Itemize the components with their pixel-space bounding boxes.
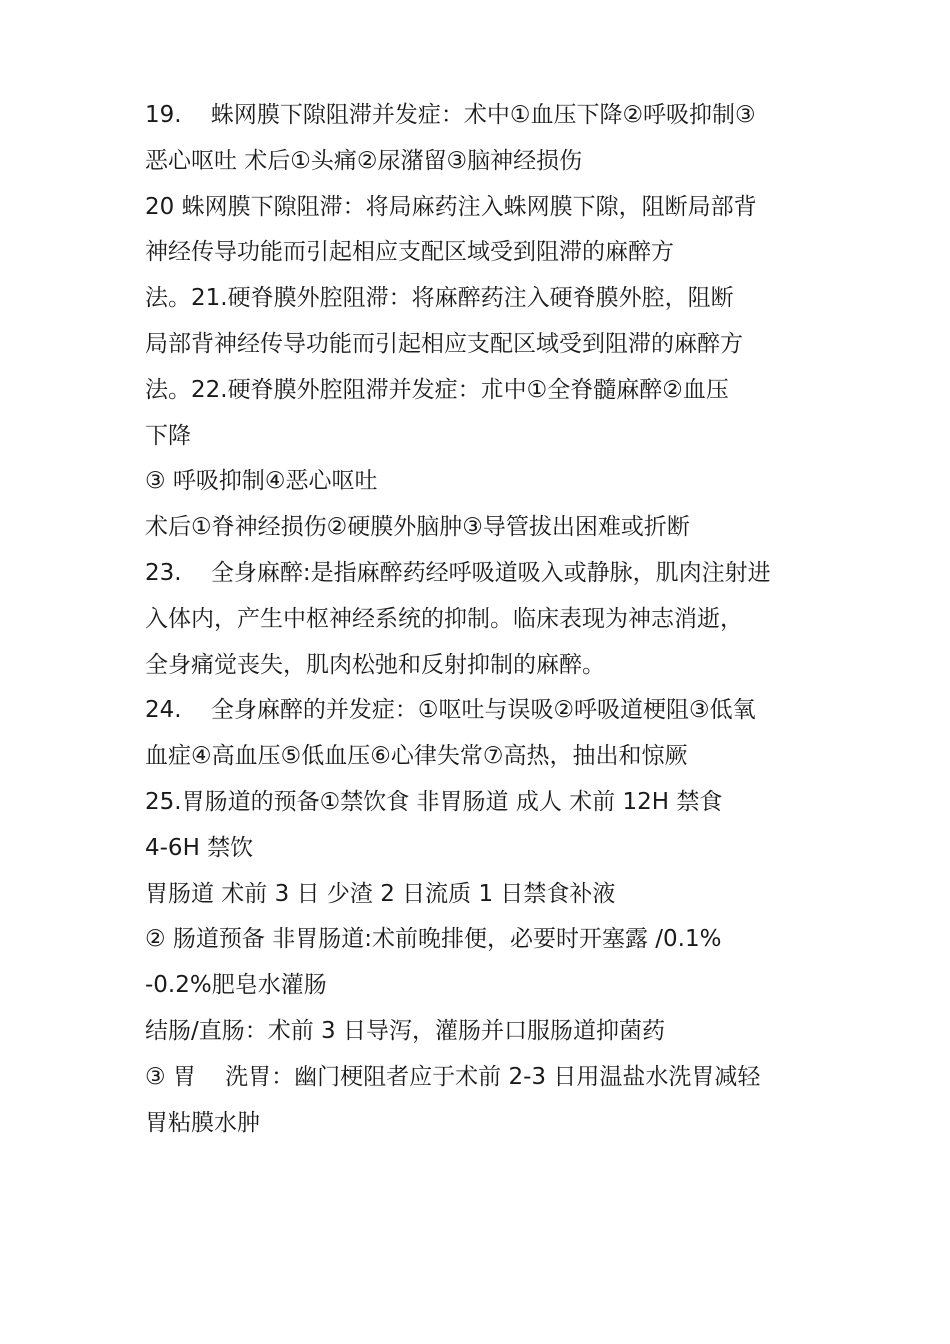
text-line: 24. 全身麻醉的并发症：①呕吐与误吸②呼吸道梗阻③低氧 — [145, 697, 756, 724]
text-line: 入体内，产生中枢神经系统的抑制。临床表现为神志消逝， — [145, 605, 743, 632]
text-line: 全身痛觉丧失，肌肉松弛和反射抑制的麻醉。 — [145, 651, 605, 678]
text-line: -0.2%肥皂水灌肠 — [145, 972, 327, 999]
text-line: 下降 — [145, 422, 191, 449]
text-line: 25.胃肠道的预备①禁饮食 非胃肠道 成人 术前 12H 禁食 — [145, 788, 723, 815]
text-line: 19. 蛛网膜下隙阻滞并发症：术中①血压下降②呼吸抑制③ — [145, 102, 756, 128]
text-line: 结肠/直肠：术前 3 日导泻，灌肠并口服肠道抑菌药 — [145, 1017, 666, 1044]
text-line: ② 肠道预备 非胃肠道:术前晚排便，必要时开塞露 /0.1% — [145, 926, 722, 953]
text-line: 胃肠道 术前 3 日 少渣 2 日流质 1 日禁食补液 — [145, 880, 616, 907]
text-line: 血症④高血压⑤低血压⑥心律失常⑦高热，抽出和惊厥 — [145, 743, 688, 770]
text-line: 局部背神经传导功能而引起相应支配区域受到阻滞的麻醉方 — [145, 330, 743, 357]
text-line: 20 蛛网膜下隙阻滞：将局麻药注入蛛网膜下隙，阻断局部背 — [145, 193, 757, 220]
text-line: 恶心呕吐 术后①头痛②尿潴留③脑神经损伤 — [145, 147, 583, 174]
text-line: ③ 呼吸抑制④恶心呕吐 — [145, 468, 378, 495]
text-line: ③ 胃 洗胃：幽门梗阻者应于术前 2-3 日用温盐水洗胃减轻 — [145, 1063, 761, 1090]
text-line: 神经传导功能而引起相应支配区域受到阻滞的麻醉方 — [145, 239, 674, 266]
text-line: 23. 全身麻醉:是指麻醉药经呼吸道吸入或静脉，肌肉注射进 — [145, 559, 771, 586]
text-line: 胃粘膜水肿 — [145, 1109, 260, 1136]
text-line: 术后①脊神经损伤②硬膜外脑肿③导管拔出困难或折断 — [145, 514, 690, 541]
text-line: 法。22.硬脊膜外腔阻滞并发症：朮中①全脊髓麻醉②血压 — [145, 376, 729, 403]
document-body — [145, 93, 825, 1146]
text-line: 4-6H 禁饮 — [145, 834, 254, 861]
text-line: 法。21.硬脊膜外腔阻滞：将麻醉药注入硬脊膜外腔，阻断 — [145, 285, 734, 312]
